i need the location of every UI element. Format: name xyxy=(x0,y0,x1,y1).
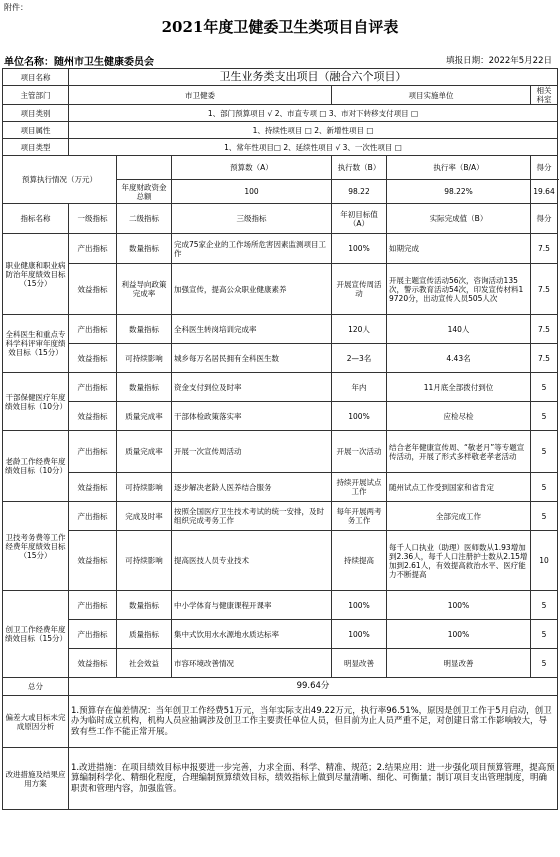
table-row xyxy=(3,502,558,531)
level1-cell: 产出指标 xyxy=(69,502,117,531)
budget-header-executed: 执行数（B） xyxy=(332,156,387,180)
attachment-label: 附件： xyxy=(4,3,28,12)
level1-cell: 效益指标 xyxy=(69,531,117,591)
level2-cell: 可持续影响 xyxy=(117,473,172,502)
fill-date: 填报日期：2022年5月22日 xyxy=(446,56,552,66)
project-name: 卫生业务类支出项目（融合六个项目） xyxy=(69,69,558,86)
level2-cell: 质量指标 xyxy=(117,620,172,649)
score-cell: 5 xyxy=(531,649,558,678)
score-cell: 10 xyxy=(531,531,558,591)
actual-cell: 11月底全部拨付到位 xyxy=(387,373,531,402)
actual-cell: 随州试点工作受到国家和省肯定 xyxy=(387,473,531,502)
actual-cell: 100% xyxy=(387,620,531,649)
budget-value: 100 xyxy=(172,180,332,204)
group-name: 卫技考务费等工作经费年度绩效目标（15分） xyxy=(3,502,69,591)
level3-cell: 提高医技人员专业技术 xyxy=(172,531,332,591)
actual-cell: 应检尽检 xyxy=(387,402,531,431)
target-cell: 100% xyxy=(332,620,387,649)
level1-cell: 产出指标 xyxy=(69,591,117,620)
group-name: 干部保健医疗年度绩效目标（10分） xyxy=(3,373,69,431)
table-row xyxy=(3,591,558,620)
rate-value: 98.22% xyxy=(387,180,531,204)
table-row xyxy=(3,473,558,502)
level2-cell: 可持续影响 xyxy=(117,531,172,591)
attribute-options: 1、持续性项目 □ 2、新增性项目 □ xyxy=(69,122,558,139)
table-row xyxy=(3,315,558,344)
budget-blank xyxy=(117,156,172,180)
table-row xyxy=(3,234,558,264)
level3-cell: 城乡每万名居民拥有全科医生数 xyxy=(172,344,332,373)
target-cell: 2—3名 xyxy=(332,344,387,373)
level2-cell: 利益导向政策完成率 xyxy=(117,264,172,315)
score-cell: 5 xyxy=(531,402,558,431)
level3-cell: 按照全国医疗卫生技术考试的统一安排，及时组织完成考务工作 xyxy=(172,502,332,531)
target-cell: 120人 xyxy=(332,315,387,344)
category-label: 项目类别 xyxy=(3,105,69,122)
level3-cell: 全科医生转岗培训完成率 xyxy=(172,315,332,344)
type-options: 1、常年性项目□ 2、延续性项目 √ 3、一次性项目 □ xyxy=(69,139,558,156)
level1-cell: 效益指标 xyxy=(69,264,117,315)
header-level1: 一级指标 xyxy=(69,204,117,234)
unit-name: 单位名称：随州市卫生健康委员会 xyxy=(4,57,154,68)
table-row xyxy=(3,620,558,649)
target-cell: 年内 xyxy=(332,373,387,402)
level1-cell: 产出指标 xyxy=(69,234,117,264)
target-cell: 明显改善 xyxy=(332,649,387,678)
score-cell: 7.5 xyxy=(531,315,558,344)
actual-cell: 100% xyxy=(387,591,531,620)
table-row xyxy=(3,531,558,591)
level1-cell: 产出指标 xyxy=(69,315,117,344)
actual-cell: 明显改善 xyxy=(387,649,531,678)
header-level3: 三级指标 xyxy=(172,204,332,234)
total-label: 总分 xyxy=(3,678,69,696)
target-cell: 持续开展试点工作 xyxy=(332,473,387,502)
score-cell: 5 xyxy=(531,591,558,620)
actual-cell: 结合老年健康宣传周、“敬老月”等专题宣传活动，开展了形式多样敬老孝老活动 xyxy=(387,431,531,473)
level1-cell: 产出指标 xyxy=(69,431,117,473)
level3-cell: 市容环境改善情况 xyxy=(172,649,332,678)
group-name: 老龄工作经费年度绩效目标（10分） xyxy=(3,431,69,502)
table-row xyxy=(3,264,558,315)
measures-label: 改进措施及结果应用方案 xyxy=(3,748,69,810)
level3-cell: 中小学体育与健康课程开课率 xyxy=(172,591,332,620)
level3-cell: 逐步解决老龄人医养结合服务 xyxy=(172,473,332,502)
group-name: 职业健康和职业病防治年度绩效目标（15分） xyxy=(3,234,69,315)
dept-label: 主管部门 xyxy=(3,86,69,105)
score-cell: 5 xyxy=(531,620,558,649)
level1-cell: 产出指标 xyxy=(69,373,117,402)
target-cell: 100% xyxy=(332,591,387,620)
level1-cell: 效益指标 xyxy=(69,649,117,678)
evaluation-table xyxy=(2,68,558,810)
actual-cell: 每千人口执业（助理）医师数从1.93增加到2.36人，每千人口注册护士数从2.15增加到2.61人，有效提高救治水平、医疗能力不断提高 xyxy=(387,531,531,591)
level1-cell: 产出指标 xyxy=(69,620,117,649)
budget-header-score: 得分 xyxy=(531,156,558,180)
budget-row-label: 年度财政资金总额 xyxy=(117,180,172,204)
attribute-label: 项目属性 xyxy=(3,122,69,139)
score-cell: 5 xyxy=(531,502,558,531)
actual-cell: 开展主题宣传活动56次，咨询活动135次，警示教育活动54次，印发宣传材料19720分，出动宣传人员505人次 xyxy=(387,264,531,315)
actual-cell: 如期完成 xyxy=(387,234,531,264)
budget-header-rate: 执行率（B/A） xyxy=(387,156,531,180)
executed-value: 98.22 xyxy=(332,180,387,204)
level2-cell: 数量指标 xyxy=(117,373,172,402)
deviation-text: 1.预算存在偏差情况：当年创卫工作经费51万元，当年实际支出49.22万元，执行率96.51%，原因是创卫工作于5月启动，创卫办为临时成立机构，机构人员应抽调涉及创卫工作主要责任单位人员，但目前为止人员严重不足，对创建日常工作影响较大，导致有些工作不能正常开展。 xyxy=(69,696,558,748)
score-cell: 7.5 xyxy=(531,264,558,315)
target-cell: 每年开展两考务工作 xyxy=(332,502,387,531)
header-level2: 二级指标 xyxy=(117,204,172,234)
level3-cell: 集中式饮用水水源地水质达标率 xyxy=(172,620,332,649)
level2-cell: 质量完成率 xyxy=(117,431,172,473)
level2-cell: 数量指标 xyxy=(117,315,172,344)
group-name: 全科医生和重点专科学科评审年度绩效目标（15分） xyxy=(3,315,69,373)
target-cell: 开展一次活动 xyxy=(332,431,387,473)
budget-header-budget: 预算数（A） xyxy=(172,156,332,180)
actual-cell: 全部完成工作 xyxy=(387,502,531,531)
level1-cell: 效益指标 xyxy=(69,344,117,373)
level3-cell: 开展一次宣传周活动 xyxy=(172,431,332,473)
exec-unit-value: 相关科室 xyxy=(531,86,558,105)
table-row xyxy=(3,344,558,373)
deviation-label: 偏差大或目标未完成原因分析 xyxy=(3,696,69,748)
level3-cell: 干部体检政策落实率 xyxy=(172,402,332,431)
score-cell: 5 xyxy=(531,373,558,402)
project-name-label: 项目名称 xyxy=(3,69,69,86)
table-row xyxy=(3,431,558,473)
target-cell: 100% xyxy=(332,234,387,264)
score-cell: 5 xyxy=(531,431,558,473)
header-target: 年初目标值（A） xyxy=(332,204,387,234)
group-name: 创卫工作经费年度绩效目标（15分） xyxy=(3,591,69,678)
exec-unit-label: 项目实施单位 xyxy=(332,86,531,105)
page-title: 2021年度卫健委卫生类项目自评表 xyxy=(161,18,399,36)
score-cell: 7.5 xyxy=(531,234,558,264)
header-actual: 实际完成值（B） xyxy=(387,204,531,234)
dept-value: 市卫健委 xyxy=(69,86,332,105)
level3-cell: 加强宣传，提高公众职业健康素养 xyxy=(172,264,332,315)
level2-cell: 社会效益 xyxy=(117,649,172,678)
level1-cell: 效益指标 xyxy=(69,402,117,431)
budget-score: 19.64 xyxy=(531,180,558,204)
level2-cell: 数量指标 xyxy=(117,234,172,264)
type-label: 项目类型 xyxy=(3,139,69,156)
header-indicator-name: 指标名称 xyxy=(3,204,69,234)
total-score: 99.64分 xyxy=(69,678,558,696)
target-cell: 持续提高 xyxy=(332,531,387,591)
score-cell: 7.5 xyxy=(531,344,558,373)
table-row xyxy=(3,649,558,678)
target-cell: 100% xyxy=(332,402,387,431)
budget-label: 预算执行情况（万元） xyxy=(3,156,117,204)
score-cell: 5 xyxy=(531,473,558,502)
header-score: 得分 xyxy=(531,204,558,234)
level2-cell: 数量指标 xyxy=(117,591,172,620)
category-options: 1、部门预算项目 √ 2、市直专项 □ 3、市对下转移支付项目 □ xyxy=(69,105,558,122)
level2-cell: 可持续影响 xyxy=(117,344,172,373)
table-row xyxy=(3,402,558,431)
level3-cell: 资金支付到位及时率 xyxy=(172,373,332,402)
measures-text: 1.改进措施：在项目绩效目标申报要进一步完善，力求全面、科学、精准、规范；2.结果应用：进一步强化项目预算管理，提高预算编制科学化、精细化程度，合理编制预算绩效目标，绩效指标上做到尽量清晰、细化、可衡量；制订项目支出管理制度，明确职责和管理内容，加强监管。 xyxy=(69,748,558,810)
level2-cell: 完成及时率 xyxy=(117,502,172,531)
level2-cell: 质量完成率 xyxy=(117,402,172,431)
actual-cell: 140人 xyxy=(387,315,531,344)
target-cell: 开展宣传周活动 xyxy=(332,264,387,315)
level3-cell: 完成75家企业的工作场所危害因素监测项目工作 xyxy=(172,234,332,264)
actual-cell: 4.43名 xyxy=(387,344,531,373)
table-row xyxy=(3,373,558,402)
level1-cell: 效益指标 xyxy=(69,473,117,502)
